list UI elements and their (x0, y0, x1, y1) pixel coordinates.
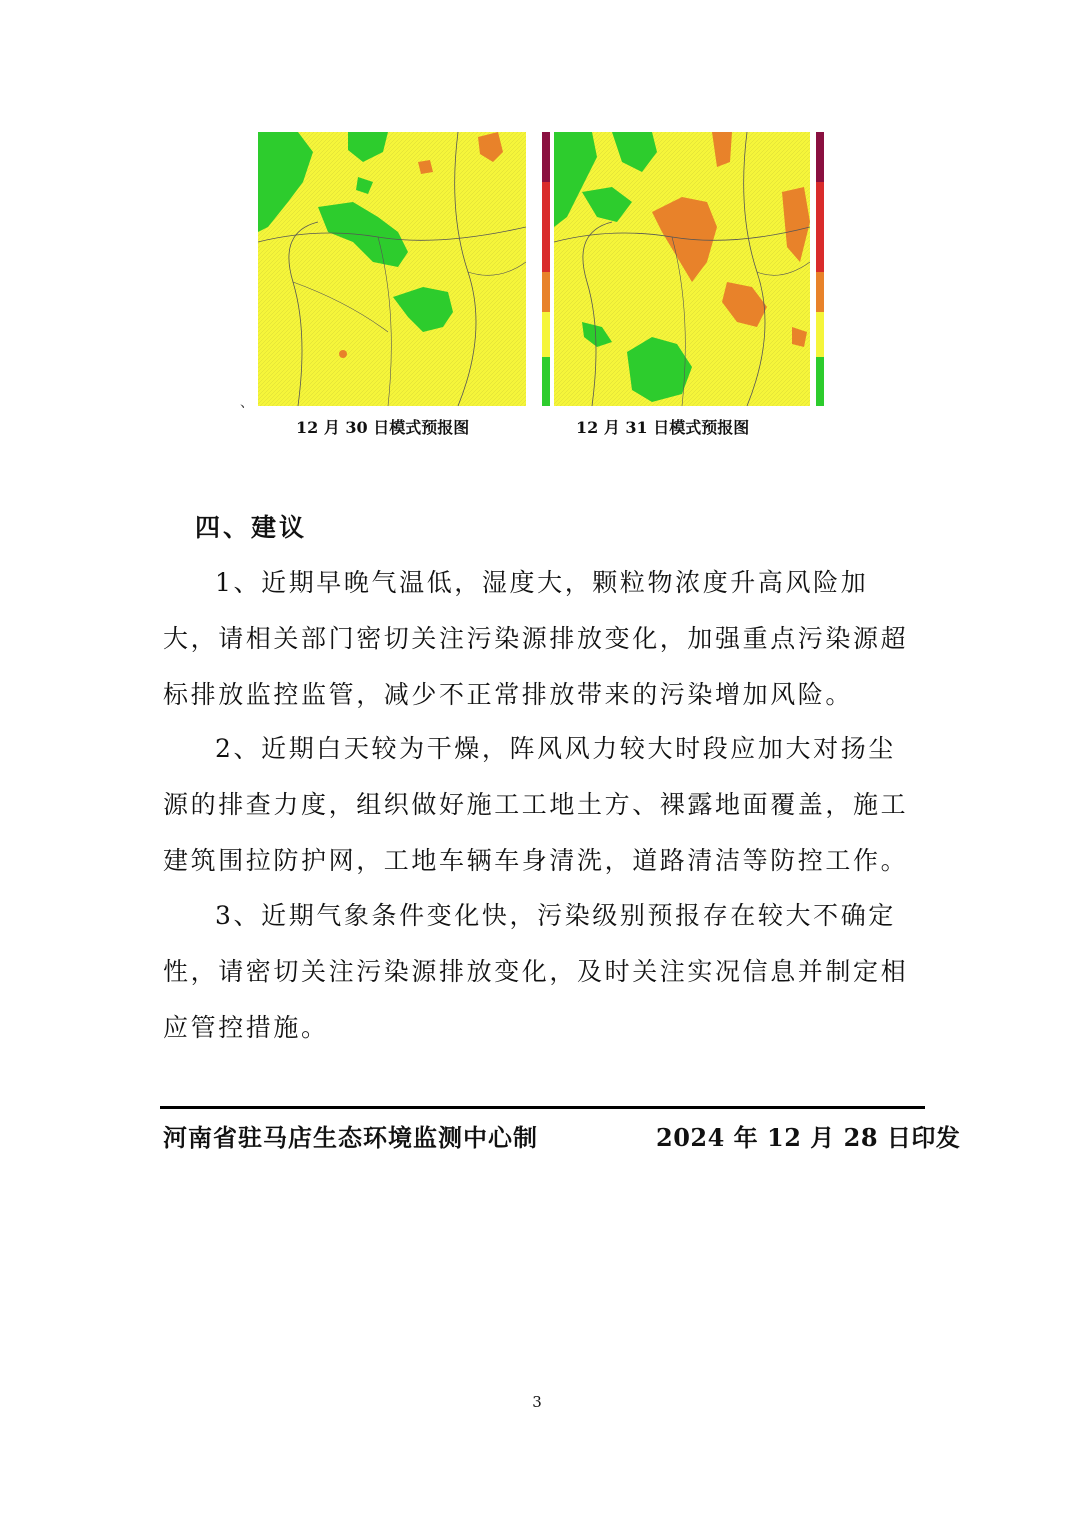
page-number: 3 (532, 1393, 542, 1411)
forecast-map-dec31 (542, 132, 810, 406)
map-caption-dec30: 12 月 30 日模式预报图 (296, 418, 470, 437)
footer-issuer: 河南省驻马店生态环境监测中心制 (163, 1123, 538, 1152)
footer-divider (160, 1106, 925, 1109)
suggestion-paragraph-1: 1、近期早晚气温低，湿度大，颗粒物浓度升高风险加大，请相关部门密切关注污染源排放变化，加强重点污染源超标排放监控监管，减少不正常排放带来的污染增加风险。 (163, 568, 909, 709)
section-title: 四、建议 (195, 513, 308, 542)
suggestion-paragraph-3: 3、近期气象条件变化快，污染级别预报存在较大不确定性，请密切关注污染源排放变化，及时关注实况信息并制定相应管控措施。 (163, 901, 909, 1042)
separator-mark: 、 (240, 395, 254, 411)
footer-date: 2024 年 12 月 28 日印发 (656, 1123, 961, 1152)
forecast-map-dec30 (258, 132, 526, 406)
forecast-map-dec31-image (542, 132, 810, 406)
forecast-maps (258, 132, 828, 406)
forecast-map-dec30-image (258, 132, 526, 406)
legend-color-bar (816, 132, 826, 406)
suggestion-paragraph-2: 2、近期白天较为干燥，阵风风力较大时段应加大对扬尘源的排查力度，组织做好施工工地土方、裸露地面覆盖，施工建筑围拉防护网，工地车辆车身清洗，道路清洁等防控工作。 (163, 734, 909, 875)
map-caption-dec31: 12 月 31 日模式预报图 (576, 418, 750, 437)
